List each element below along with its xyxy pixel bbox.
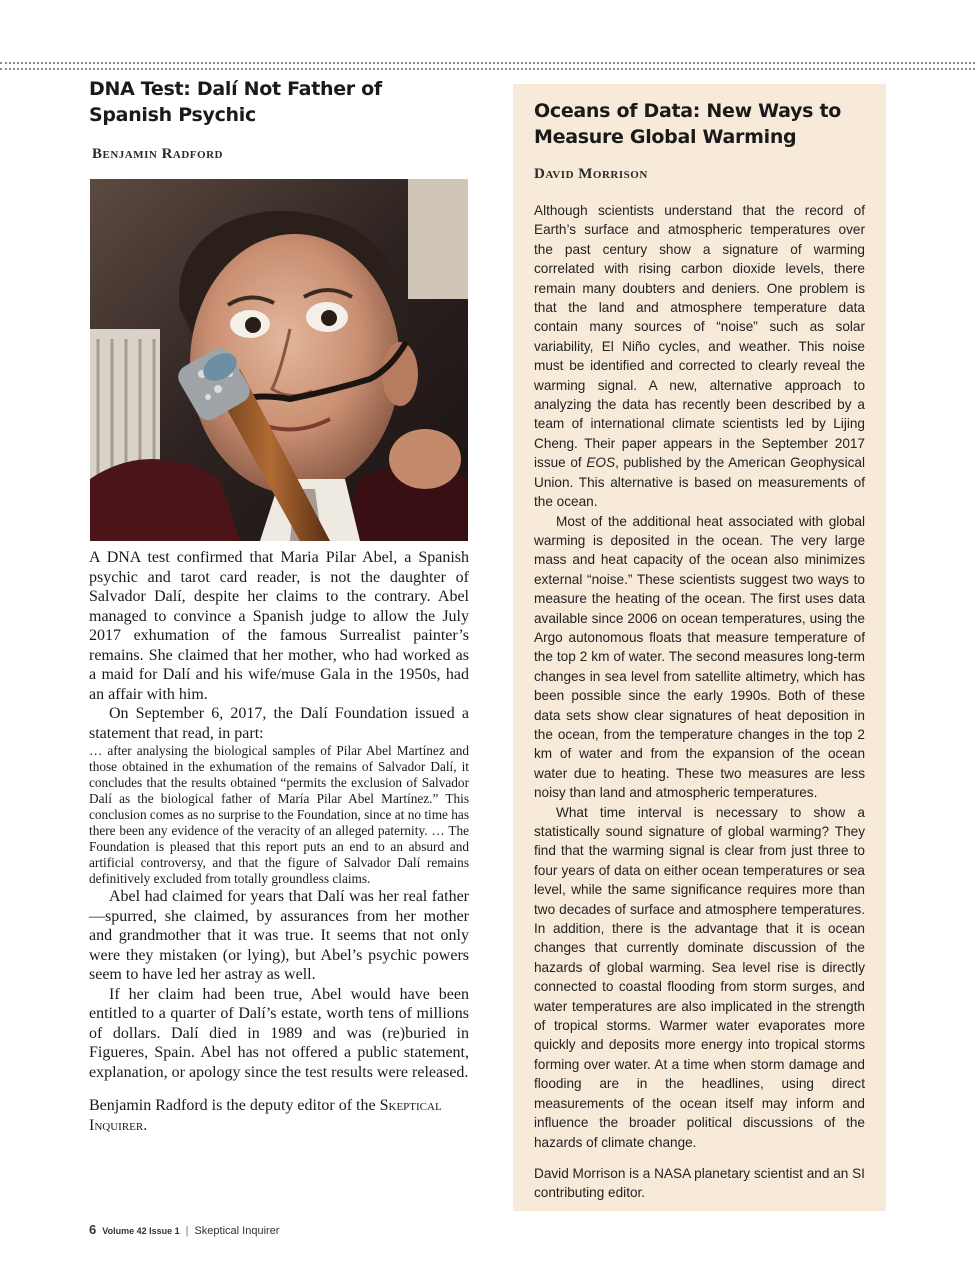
right-paragraph-2: Most of the additional heat associated with global warming is deposited in the ocean. The very large mass and heat capacity of the ocean also minimizes external “noise.” These scientists suggest two ways to measure the heating of the ocean. The first uses data available since 2006 on ocean temperatures, using the Argo autonomous floats that measure temperature of the top 2 km of water. The second measures long-term changes in sea level from satellite altimetry, which has been possible since the early 1990s. Both of these data sets show clear signatures of heat deposition in the ocean, from the temperature changes in the top 2 km of water and from the expansion of the ocean water due to heating. These two measures are less noisy than land and atmospheric temperatures. (534, 513, 865, 801)
right-article-title: Oceans of Data: New Ways to Measure Global Warming (534, 100, 842, 148)
left-paragraph-4: If her claim had been true, Abel would have been entitled to a quarter of Dalí’s estate, worth tens of millions of dollars. Dalí died in 1989 and was (re)buried in Figueres, Spain. Abel has not offered a public statement, explanation, or apology since the test results were released. (89, 985, 469, 1081)
foundation-quote: … after analysing the biological samples of Pilar Abel Martínez and those obtained in the exhumation of the remains of Salvador Dalí, it concludes that the results obtained “permits the exclusion of Salvador Dalí as the biological father of María Pilar Abel Martínez.” This conclusion comes as no surprise to the Foundation, since at no time has there been any evidence of the veracity of an alleged paternity. … The Foundation is pleased that this report puts an end to an absurd and artificial controversy, and that the figure of Salvador Dalí remains definitively excluded from totally groundless claims. (89, 743, 469, 886)
left-paragraph-2: On September 6, 2017, the Dalí Foundation issued a statement that read, in part: (89, 705, 469, 742)
left-paragraph-3: Abel had claimed for years that Dalí was her real father—spurred, she claimed, by assurances from her mother and grandmother that it was true. It seems that not only were they mistaken (or lying), but Abel’s psychic powers seem to have led her astray as well. (89, 888, 469, 983)
left-bio-suffix: . (143, 1116, 148, 1134)
right-article-box (513, 84, 886, 1211)
portrait-illustration (90, 179, 468, 541)
left-article-body (89, 548, 469, 1135)
left-article-byline: Benjamin Radford (92, 146, 223, 162)
right-paragraph-1 (534, 201, 865, 512)
right-paragraph-3: What time interval is necessary to show a statistically sound signature of global warming? They find that the warming signal is clear from just three to four years of data on either ocean temperatures or sea level, while the same significance requires more than two decades of surface and atmosphere temperatures. In addition, there is the advantage that it is ocean changes that currently dominate discussion of the hazards of global warming. Sea level rise is directly connected to coastal flooding from storm surges, and water temperatures are also implicated in the strength of tropical storms. Warmer water evaporates more quickly and deposits more energy into tropical storms forming over water. At a time when storm damage and flooding are in the headlines, using direct measurements of the ocean itself may inform and influence the broader political discussions of the hazards of climate change. (534, 804, 865, 1150)
right-author-bio: David Morrison is a NASA planetary scientist and an SI contributing editor. (534, 1165, 865, 1201)
page-footer (89, 1222, 279, 1237)
footer-separator: | (185, 1225, 189, 1237)
left-bio-prefix: Benjamin Radford is the deputy editor of the (89, 1097, 380, 1114)
right-p1-journal: EOS (586, 455, 616, 471)
right-article-body (534, 201, 865, 1203)
footer-publication: Skeptical Inquirer (194, 1225, 280, 1237)
volume-issue: Volume 42 Issue 1 (102, 1226, 180, 1236)
left-article-title: DNA Test: Dalí Not Father of Spanish Psychic (89, 78, 382, 126)
left-paragraph-1: A DNA test confirmed that Maria Pilar Abel, a Spanish psychic and tarot card reader, is not the daughter of Salvador Dalí, despite her claims to the contrary. Abel managed to convince a Spanish judge to allow the July 2017 exhumation of the famous Surrealist painter’s remains. She claimed that her mother, who had worked as a maid for Dalí and his wife/muse Gala in the 1950s, had an affair with him. (89, 549, 469, 703)
right-p1-text-a: Although scientists understand that the record of Earth’s surface and atmospheric temperatures over the past century show a signature of warming correlated with rising carbon dioxide levels, there remain many doubters and deniers. One problem is that the land and atmosphere temperature data contain many sources of “noise” such as solar variability, El Niño cycles, and weather. This noise must be identified and corrected to clearly reveal the warming signal. A new, alternative approach to analyzing the data has recently been described by a team of international climate scientists led by Lijing Cheng. Their paper appears in the September 2017 issue of (534, 203, 865, 471)
right-p1-text-b: , published by the American Geophysical Union. This alternative is based on measurements of the ocean. (534, 455, 865, 510)
left-article (89, 76, 469, 1134)
left-bio-publication: Skeptical Inquirer (89, 1097, 442, 1134)
right-article (534, 98, 865, 1203)
right-article-byline: David Morrison (534, 166, 648, 182)
top-dotted-rule (0, 62, 975, 70)
left-author-bio (89, 1096, 469, 1135)
article-photo (90, 179, 468, 541)
page-number: 6 (89, 1222, 97, 1237)
